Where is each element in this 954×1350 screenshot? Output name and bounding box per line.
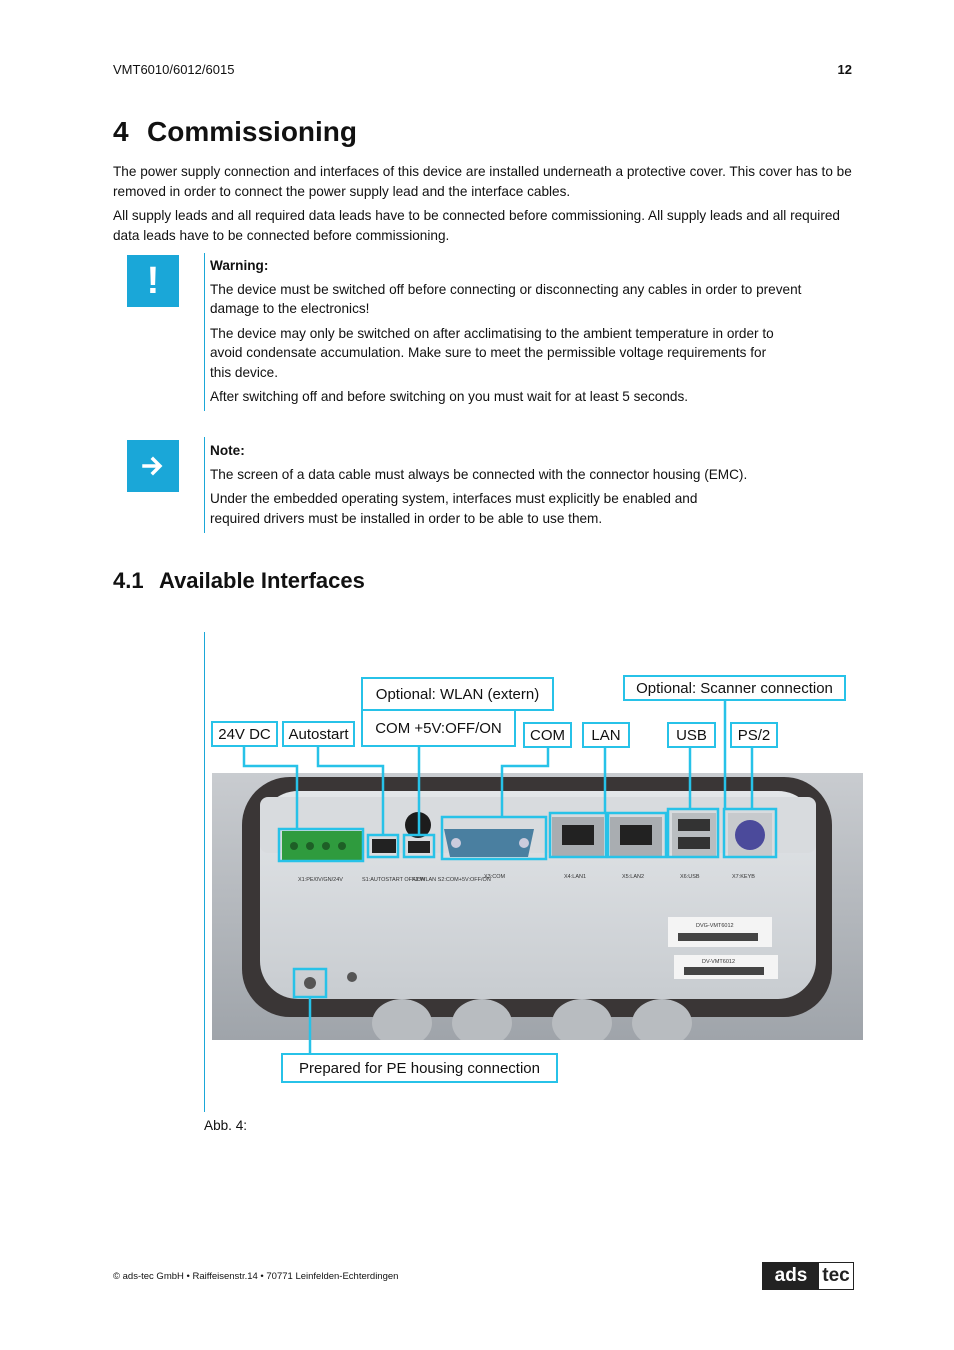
footer-text: © ads-tec GmbH • Raiffeisenstr.14 • 70771 Leinfelden-Echterdingen: [113, 1271, 399, 1282]
label-lan: LAN: [582, 722, 630, 748]
panel-label-x1: X1:PE/0V/GN/24V: [298, 877, 343, 883]
label-scanner: Optional: Scanner connection: [623, 675, 846, 701]
panel-label-x2: X2:WLAN S2:COM+5V:OFF/ON: [412, 877, 491, 883]
logo-ads: ads: [763, 1263, 819, 1289]
warning-line: The device must be switched off before connecting or disconnecting any cables in order to prevent damage to the electronics!: [210, 281, 802, 316]
panel-label-x4: X4:LAN1: [564, 874, 587, 880]
document-id: VMT6010/6012/6015: [113, 62, 235, 77]
page-number: 12: [837, 62, 852, 77]
label-wlan: Optional: WLAN (extern): [361, 677, 554, 711]
panel-label-s1: S1:AUTOSTART OFF/ON: [362, 877, 426, 883]
warning-title: Warning:: [210, 258, 269, 273]
label-ps2: PS/2: [730, 722, 778, 748]
intro-paragraph: The power supply connection and interfaces of this device are installed underneath a protective cover. This cover has to be removed in order to connect the power supply lead and the interface cables.: [113, 164, 852, 199]
label-com: COM: [523, 722, 572, 748]
panel-label-x7: X7:KEYB: [732, 874, 755, 880]
note-line: The screen of a data cable must always be connected with the connector housing (EMC).: [210, 466, 748, 482]
warning-icon: !: [127, 255, 179, 307]
label-pe-housing: Prepared for PE housing connection: [281, 1053, 558, 1083]
note-line: Under the embedded operating system, interfaces must explicitly be enabled and required drivers must be installed in order to be able to use them.: [210, 491, 698, 526]
logo-tec: tec: [822, 1265, 850, 1286]
supply-paragraph: All supply leads and all required data leads have to be connected before commissioning. All supply leads and all required data leads have to be connected before commissioning.: [113, 208, 840, 243]
warning-line: After switching off and before switching on you must wait for at least 5 seconds.: [210, 389, 689, 404]
figure-caption: Abb. 4:: [204, 1118, 248, 1133]
subsection-title: Available Interfaces: [159, 568, 365, 593]
sticker-1: DVG-VMT6012: [696, 923, 734, 929]
label-com-5v: COM +5V:OFF/ON: [361, 709, 516, 747]
panel-label-x3: X3:COM: [484, 874, 506, 880]
label-usb: USB: [667, 722, 716, 748]
warning-line: The device may only be switched on after acclimatising to the ambient temperature in order to avoid condensate accumulation. Make sure to meet the permissible voltage requirements for this device.: [210, 325, 774, 380]
label-24v-dc: 24V DC: [211, 721, 278, 747]
label-autostart: Autostart: [282, 721, 355, 747]
section-number: 4: [113, 116, 129, 147]
panel-label-x6: X6:USB: [680, 874, 700, 880]
ads-tec-logo: [762, 1262, 854, 1290]
sticker-2: DV-VMT6012: [702, 959, 736, 965]
note-title: Note:: [210, 443, 245, 458]
section-title: Commissioning: [147, 116, 358, 147]
panel-label-x5: X5:LAN2: [622, 874, 645, 880]
subsection-number: 4.1: [113, 568, 144, 593]
